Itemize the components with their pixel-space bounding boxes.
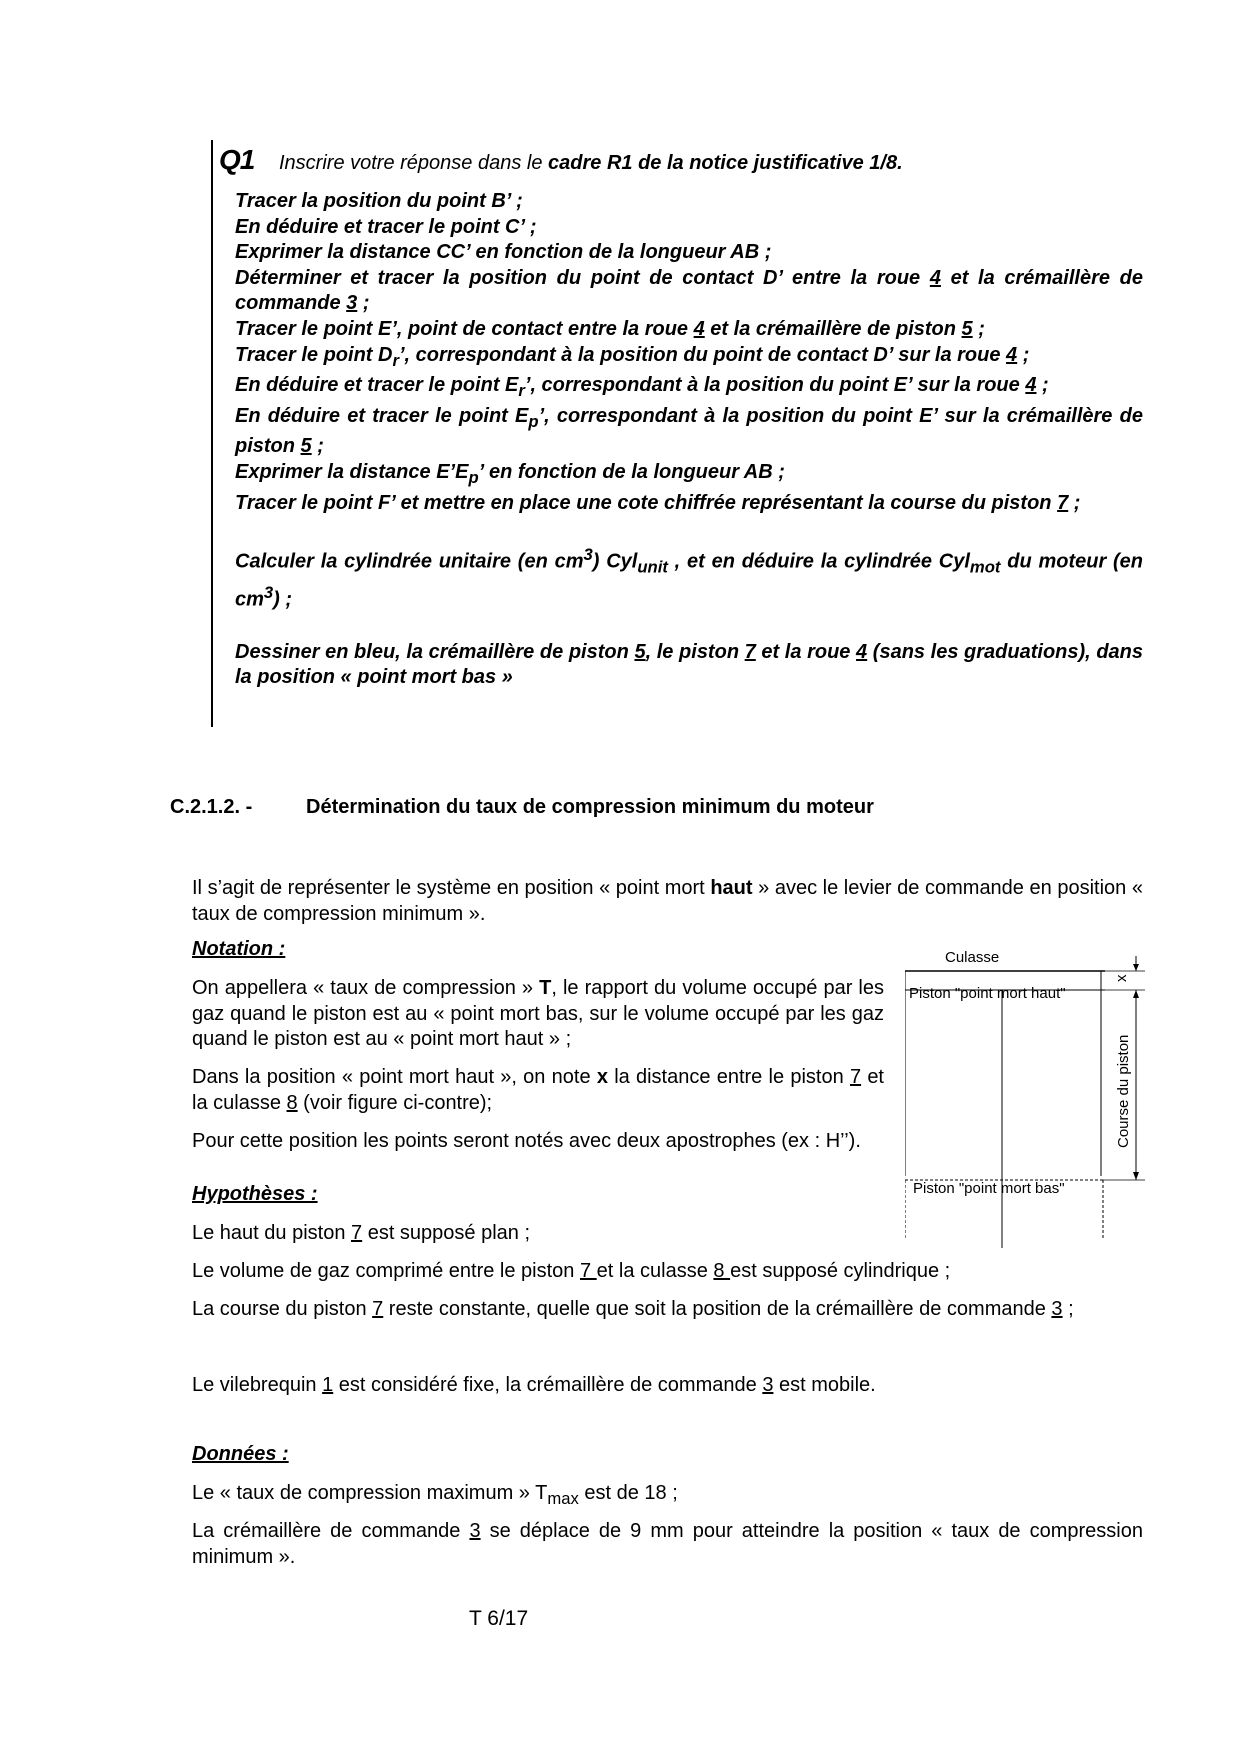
course-arrow-bottom (1133, 1172, 1139, 1180)
hypothesis-line: Le haut du piston 7 est supposé plan ; (192, 1222, 531, 1244)
intro-paragraph: Il s’agit de représenter le système en position « point mort haut » avec le levier de commande en position « taux de compression minimum ». (192, 877, 1143, 925)
x-label: x (1113, 974, 1130, 982)
notation-paragraph: Dans la position « point mort haut », on note x la distance entre le piston 7 et la culasse 8 (voir figure ci-contre); (192, 1066, 884, 1114)
hypothesis-line: Le vilebrequin 1 est considéré fixe, la crémaillère de commande 3 est mobile. (192, 1374, 876, 1396)
hypothesis-line: Le volume de gaz comprimé entre le piston 7 et la culasse 8 est supposé cylindrique ; (192, 1260, 951, 1282)
instruction-line: Déterminer et tracer la position du point de contact D’ entre la roue 4 et la crémaillère de commande 3 ; (235, 266, 1143, 315)
page-number: T 6/17 (469, 1607, 529, 1630)
hypothesis-line: La course du piston 7 reste constante, quelle que soit la position de la crémaillère de commande 3 ; (192, 1298, 1074, 1320)
instruction-line: Calculer la cylindrée unitaire (en $cm^3$) Cyl$_{unit}$ , et en déduire la cylindrée Cyl$_{mot}$ du moteur (en $cm^3$) ; (235, 545, 1144, 612)
section-number: C.2.1.2. - (170, 796, 253, 818)
question-label: Q1 (219, 144, 255, 175)
section-title: Détermination du taux de compression minimum du moteur (306, 796, 874, 818)
hypotheses-heading: Hypothèses : (192, 1183, 318, 1205)
instruction-line: Dessiner en bleu, la crémaillère de piston 5, le piston 7 et la roue 4 (sans les graduations), dans la position « point mort bas » (235, 640, 1144, 689)
instruction-line: Exprimer la distance CC’ en fonction de la longueur AB ; (235, 241, 772, 264)
question-intro: Inscrire votre réponse dans le cadre R1 de la notice justificative 1/8. (279, 152, 903, 174)
notation-paragraph: Pour cette position les points seront notés avec deux apostrophes (ex : H’’). (192, 1130, 861, 1152)
instruction-line: En déduire et tracer le point $E_p$’, correspondant à la position du point E’ sur la crémaillère de piston 5 ; (235, 404, 1143, 458)
question-margin-bar (211, 140, 213, 727)
instruction-line: Tracer le point E’, point de contact entre la roue 4 et la crémaillère de piston 5 ; (235, 317, 985, 340)
instruction-line: Tracer le point F’ et mettre en place une cote chiffrée représentant la course du piston 7 ; (235, 491, 1081, 514)
x-arrow (1133, 964, 1139, 971)
donnees-heading: Données : (192, 1443, 289, 1465)
notation-heading: Notation : (192, 938, 286, 960)
instruction-line: Tracer la position du point B’ ; (235, 190, 523, 212)
culasse-label: Culasse (945, 949, 1000, 966)
pmb-label: Piston "point mort bas" (913, 1180, 1065, 1197)
instruction-line: Tracer le point $D_r$’, correspondant à la position du point de contact D’ sur la roue 4 ; (235, 343, 1030, 370)
piston-figure (905, 948, 1145, 1248)
notation-paragraph: On appellera « taux de compression » T, le rapport du volume occupé par les gaz quand le piston est au « point mort bas, sur le volume occupé par les gaz quand le piston est au « point mort haut » ; (192, 977, 884, 1050)
donnee-line: Le « taux de compression maximum » $T_{max}$ est de 18 ; (192, 1482, 678, 1508)
question-instructions (235, 189, 1143, 691)
donnee-line: La crémaillère de commande 3 se déplace de 9 mm pour atteindre la position « taux de compression minimum ». (192, 1520, 1143, 1568)
course-label: Course du piston (1115, 1034, 1132, 1148)
course-arrow-top (1133, 990, 1139, 998)
pmh-label: Piston "point mort haut" (909, 985, 1066, 1002)
instruction-line: En déduire et tracer le point C’ ; (235, 215, 537, 238)
instruction-line: Exprimer la distance $E’E_p$’ en fonction de la longueur AB ; (235, 460, 785, 487)
instruction-line: En déduire et tracer le point $E_r$’, correspondant à la position du point E’ sur la roue 4 ; (235, 374, 1049, 401)
